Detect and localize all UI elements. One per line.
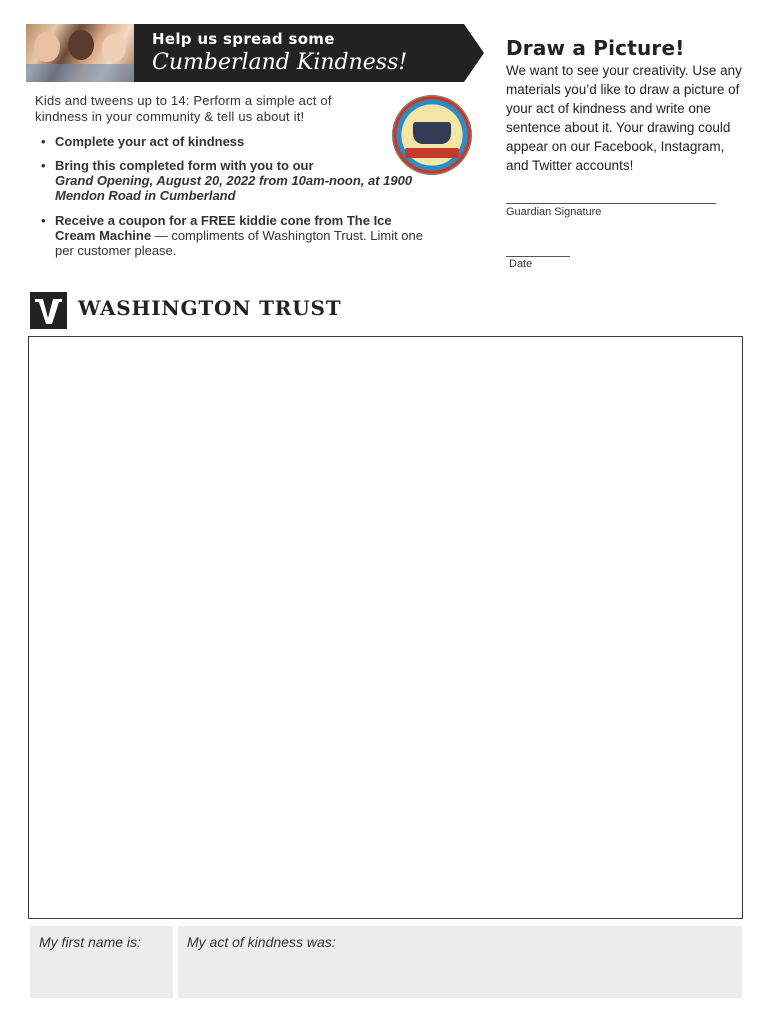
intro-text: Kids and tweens up to 14: Perform a simple act of kindness in your community & tell us about it! xyxy=(35,93,332,124)
guardian-signature-line[interactable] xyxy=(506,203,716,204)
act-of-kindness-label: My act of kindness was: xyxy=(187,934,336,950)
first-name-label: My first name is: xyxy=(39,934,141,950)
act-of-kindness-field[interactable] xyxy=(178,926,742,998)
guardian-signature-label: Guardian Signature xyxy=(506,206,602,218)
banner-headline: Help us spread some xyxy=(152,30,335,48)
washington-trust-logo-icon xyxy=(30,292,67,329)
drawing-area[interactable] xyxy=(28,336,743,919)
draw-picture-title: Draw a Picture! xyxy=(506,36,685,60)
list-item: • Receive a coupon for a FREE kiddie cone from The Ice Cream Machine — compliments of Washington Trust. Limit one per customer please. xyxy=(41,213,423,258)
date-label: Date xyxy=(509,258,533,270)
draw-picture-description: We want to see your creativity. Use any materials you’d like to draw a picture of your act of kindness and write one sentence about it. Your drawing could appear on our Facebook, Instagram, and Twitter accounts! xyxy=(506,63,742,173)
ice-cream-shop-logo xyxy=(392,95,472,175)
children-photo xyxy=(26,24,134,82)
banner-title: Cumberland Kindness! xyxy=(152,50,408,75)
brand-name: WASHINGTON TRUST xyxy=(78,296,342,320)
instructions-list xyxy=(35,134,435,267)
list-item: • Complete your act of kindness xyxy=(41,134,245,149)
date-line[interactable] xyxy=(506,256,570,257)
first-name-field[interactable] xyxy=(30,926,173,998)
header-banner xyxy=(26,24,484,82)
list-item: • Bring this completed form with you to our Grand Opening, August 20, 2022 from 10am-noon, at 1900 Mendon Road in Cumberland xyxy=(41,158,413,203)
